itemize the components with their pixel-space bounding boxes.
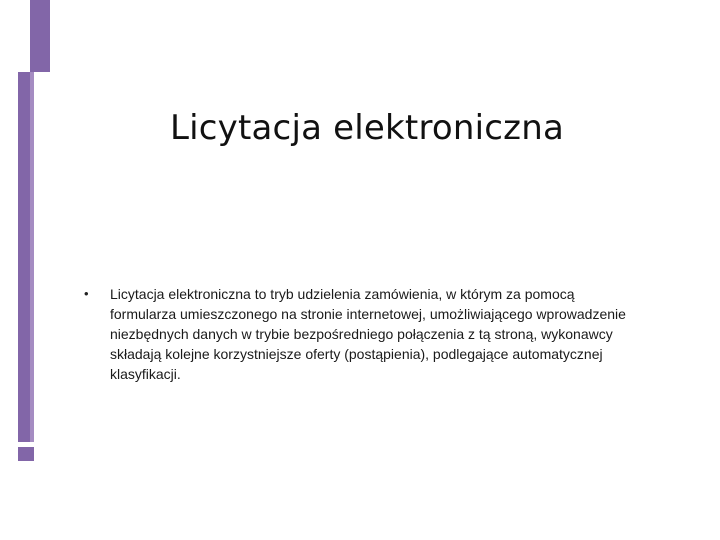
bullet-text: Licytacja elektroniczna to tryb udzielenia zamówienia, w którym za pomocą formularza umieszczonego na stronie internetowej, umożliwiającego wprowadzenie niezbędnych danych w trybie bezpośredniego połączenia z tą stroną, wykonawcy składają kolejne korzystniejsze oferty (postąpienia), podlegające automatycznej klasyfikacji. — [110, 286, 626, 382]
bullet-marker: • — [84, 286, 89, 301]
bullet-item — [84, 284, 644, 384]
decorative-bar-bottom-square — [18, 447, 34, 461]
slide-content — [84, 284, 644, 384]
decorative-bar-top — [30, 0, 50, 72]
slide-title: Licytacja elektroniczna — [169, 108, 564, 148]
